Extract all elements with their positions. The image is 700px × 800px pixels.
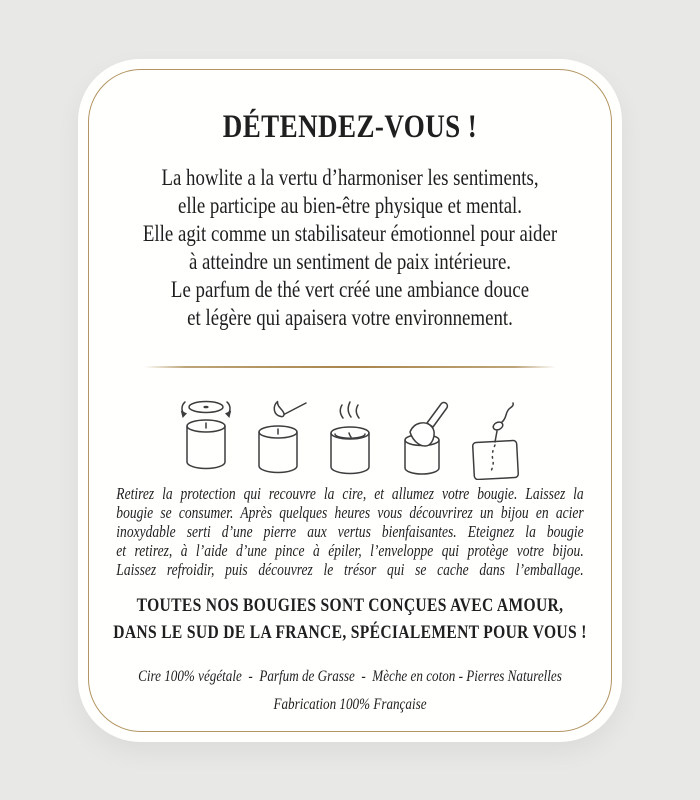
intro-line: Elle agit comme un stabilisateur émotionnel pour aider	[142, 221, 558, 246]
scent-line: Le parfum de thé vert créé une ambiance douce	[170, 277, 530, 302]
footer-line: Fabrication 100% Française	[273, 696, 427, 713]
light-candle-icon	[242, 392, 314, 480]
tagline-line: DANS LE SUD DE LA FRANCE, SPÉCIALEMENT POUR VOUS !	[113, 622, 587, 643]
made-with-love-tagline	[63, 592, 637, 646]
instruction-line: Laissez refroidir, puis découvrez le trésor qui se cache dans l’emballage.	[116, 560, 584, 579]
tagline-line: TOUTES NOS BOUGIES SONT CONÇUES AVEC AMOUR,	[136, 595, 564, 616]
usage-icons-row	[170, 392, 530, 480]
gold-divider	[144, 366, 556, 368]
intro-line: à atteindre un sentiment de paix intérieure.	[188, 249, 512, 274]
instruction-line: inoxydable serti d’une pierre aux vertus bienfaisantes. Eteignez la bougie	[116, 522, 584, 541]
instruction-line: Retirez la protection qui recouvre la cire, et allumez votre bougie. Laissez la	[116, 484, 584, 503]
footer-line: Cire 100% végétale - Parfum de Grasse - Mèche en coton - Pierres Naturelles	[138, 668, 562, 685]
intro-line: elle participe au bien-être physique et mental.	[177, 193, 523, 218]
usage-instructions	[116, 484, 583, 579]
intro-paragraph	[63, 164, 637, 276]
scent-paragraph	[63, 276, 637, 332]
instruction-line: bougie se consumer. Après quelques heures vous découvrirez un bijou en acier	[116, 503, 584, 522]
label-title: DÉTENDEZ-VOUS !	[222, 109, 478, 145]
scent-line: et légère qui apaisera votre environnement.	[187, 305, 513, 330]
instruction-line: et retirez, à l’aide d’une pince à épiler, l’enveloppe qui protège votre bijou.	[116, 541, 584, 560]
unwrap-jewel-icon	[458, 392, 530, 480]
materials-footer	[63, 663, 637, 719]
scoop-jewel-icon	[386, 392, 458, 480]
lid-removal-icon	[170, 392, 242, 480]
intro-line: La howlite a la vertu d’harmoniser les sentiments,	[161, 165, 539, 190]
burning-candle-icon	[314, 392, 386, 480]
